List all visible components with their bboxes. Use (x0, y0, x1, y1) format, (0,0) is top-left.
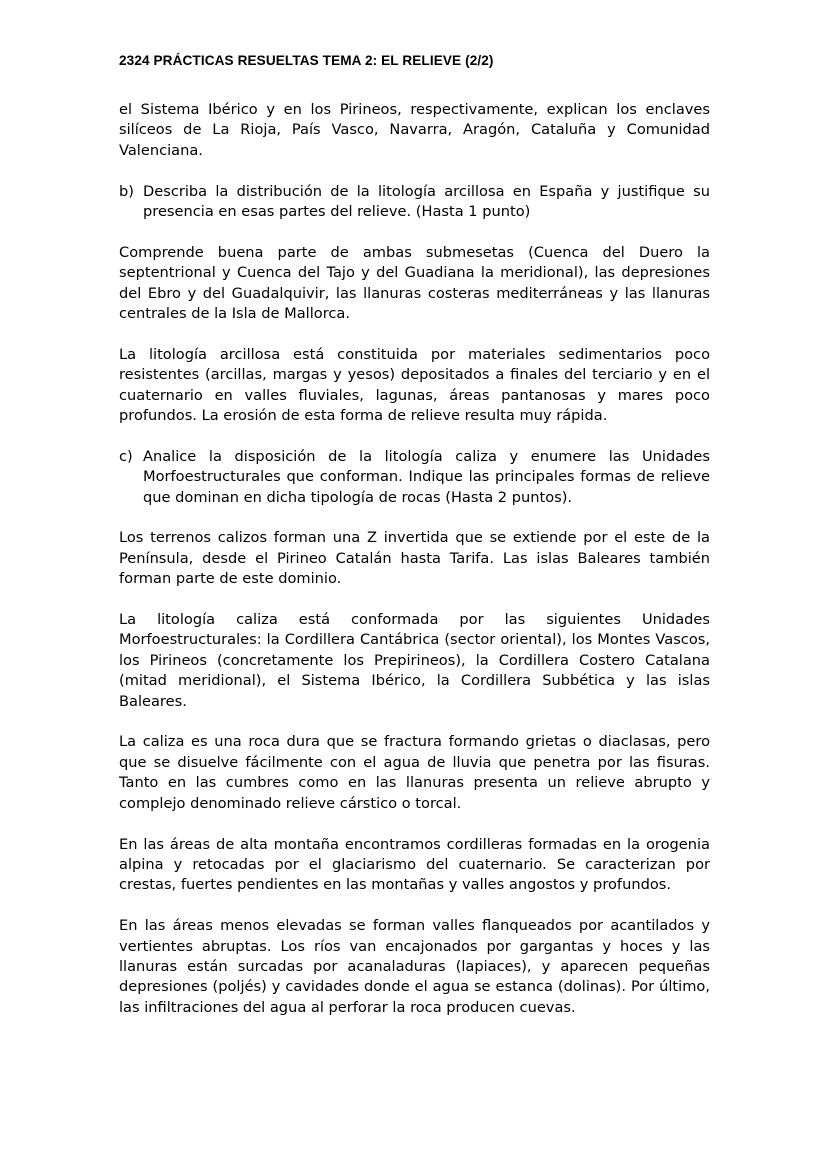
paragraph-lower-areas: En las áreas menos elevadas se forman valles flanqueados por acantilados y vertientes abruptas. Los ríos van encajonados por gargantas y hoces y las llanuras están surcadas por acanaladuras (lapiaces), y aparecen pequeñas depresiones (poljés) y cavidades donde el agua se estanca (dolinas). Por último, las infiltraciones del agua al perforar la roca producen cuevas. (119, 917, 710, 1016)
question-c-letter: c) (119, 447, 133, 465)
paragraph-clay-distribution: Comprende buena parte de ambas submesetas (Cuenca del Duero la septentrional y Cuenca del Tajo y del Guadiana la meridional), las depresiones del Ebro y del Guadalquivir, las llanuras costeras mediterráneas y las llanuras centrales de la Isla de Mallorca. (119, 243, 710, 323)
paragraph-silicon-enclaves: el Sistema Ibérico y en los Pirineos, respectivamente, explican los enclaves silíceos de La Rioja, País Vasco, Navarra, Aragón, Cataluña y Comunidad Valenciana. (119, 101, 710, 159)
question-b (119, 182, 710, 223)
question-c-text: Analice la disposición de la litología caliza y enumere las Unidades Morfoestructurales que conforman. Indique las principales formas de relieve que dominan en dicha tipología de rocas (Hasta 2 puntos). (143, 447, 710, 506)
paragraph-limestone-karst: La caliza es una roca dura que se fractura formando grietas o diaclasas, pero que se disuelve fácilmente con el agua de lluvia que penetra por las fisuras. Tanto en las cumbres como en las llanuras presenta un relieve abrupto y complejo denominado relieve cárstico o torcal. (119, 733, 710, 812)
question-b-text: Describa la distribución de la litología arcillosa en España y justifique su presencia en esas partes del relieve. (Hasta 1 punto) (143, 182, 710, 221)
paragraph-limestone-units: La litología caliza está conformada por las siguientes Unidades Morfoestructurales: la Cordillera Cantábrica (sector oriental), los Montes Vascos, los Pirineos (concretamente los Prepirineos), la Cordillera Costero Catalana (mitad meridional), el Sistema Ibérico, la Cordillera Subbética y las islas Baleares. (119, 611, 710, 710)
paragraph-clay-composition: La litología arcillosa está constituida por materiales sedimentarios poco resistentes (arcillas, margas y yesos) depositados a finales del terciario y en el cuaternario en valles fluviales, lagunas, áreas pantanosas y mares poco profundos. La erosión de esta forma de relieve resulta muy rápida. (119, 345, 710, 425)
paragraph-limestone-distribution: Los terrenos calizos forman una Z invertida que se extiende por el este de la Península, desde el Pirineo Catalán hasta Tarifa. Las islas Baleares también forman parte de este dominio. (119, 529, 710, 588)
paragraph-high-mountain: En las áreas de alta montaña encontramos cordilleras formadas en la orogenia alpina y retocadas por el glaciarismo del cuaternario. Se caracterizan por crestas, fuertes pendientes en las montañas y valles angostos y profundos. (119, 835, 710, 894)
question-b-letter: b) (119, 182, 134, 200)
page-header: 2324 PRÁCTICAS RESUELTAS TEMA 2: EL RELIEVE (2/2) (119, 53, 494, 68)
question-c (119, 447, 710, 508)
document-body (119, 100, 710, 1039)
